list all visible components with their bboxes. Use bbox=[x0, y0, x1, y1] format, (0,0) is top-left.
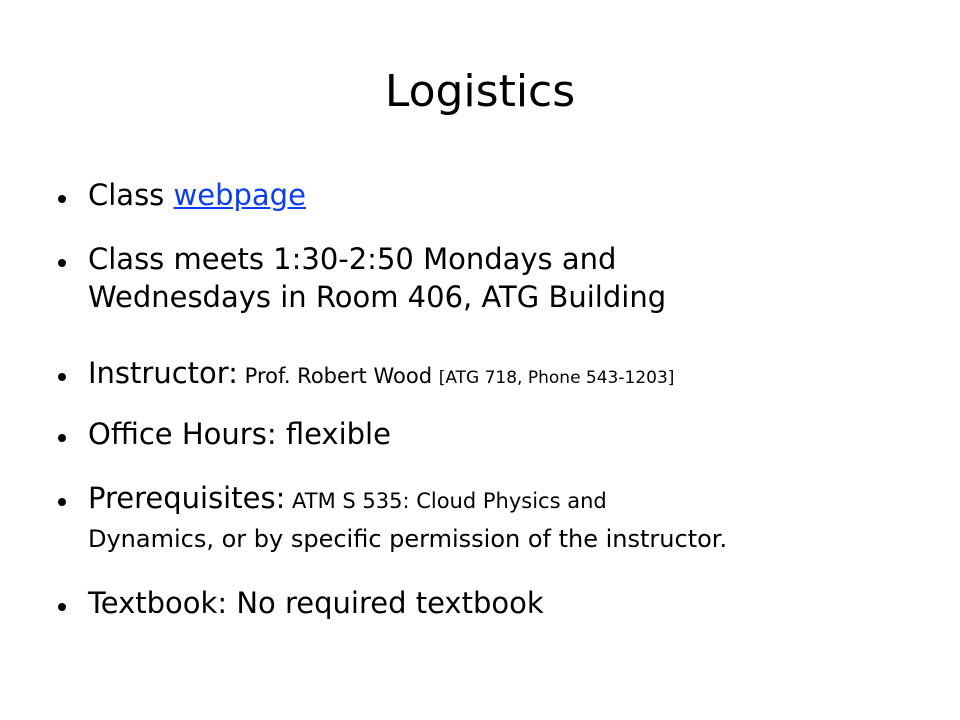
bullet-dot-icon bbox=[58, 373, 66, 381]
bullet-instructor bbox=[58, 354, 674, 397]
bullet-prerequisites bbox=[58, 479, 727, 558]
bullet-dot-icon bbox=[58, 195, 66, 203]
instructor-label: Instructor: bbox=[88, 356, 238, 390]
bullet-textbook bbox=[58, 584, 544, 622]
bullet-dot-icon bbox=[58, 259, 66, 267]
bullet-dot-icon bbox=[58, 603, 66, 611]
webpage-link[interactable]: webpage bbox=[173, 178, 306, 212]
bullet-class-webpage bbox=[58, 176, 306, 214]
prerequisites-label: Prerequisites: bbox=[88, 481, 286, 515]
slide-title: Logistics bbox=[384, 66, 576, 117]
prerequisites-line-2: Dynamics, or by specific permission of the instructor. bbox=[88, 525, 728, 553]
meets-line-1: Class meets 1:30-2:50 Mondays and bbox=[88, 242, 617, 276]
bullet-class-meets bbox=[58, 240, 666, 316]
office-hours-text: Office Hours: flexible bbox=[88, 417, 391, 451]
textbook-text: Textbook: No required textbook bbox=[88, 586, 544, 620]
instructor-details: [ATG 718, Phone 543-1203] bbox=[438, 368, 675, 388]
bullet-dot-icon bbox=[58, 498, 66, 506]
prerequisites-line-1: ATM S 535: Cloud Physics and bbox=[285, 489, 607, 513]
instructor-name: Prof. Robert Wood bbox=[237, 364, 439, 388]
bullet-office-hours bbox=[58, 415, 391, 453]
class-label: Class bbox=[88, 178, 174, 212]
bullet-dot-icon bbox=[58, 434, 66, 442]
meets-line-2: Wednesdays in Room 406, ATG Building bbox=[88, 280, 667, 314]
